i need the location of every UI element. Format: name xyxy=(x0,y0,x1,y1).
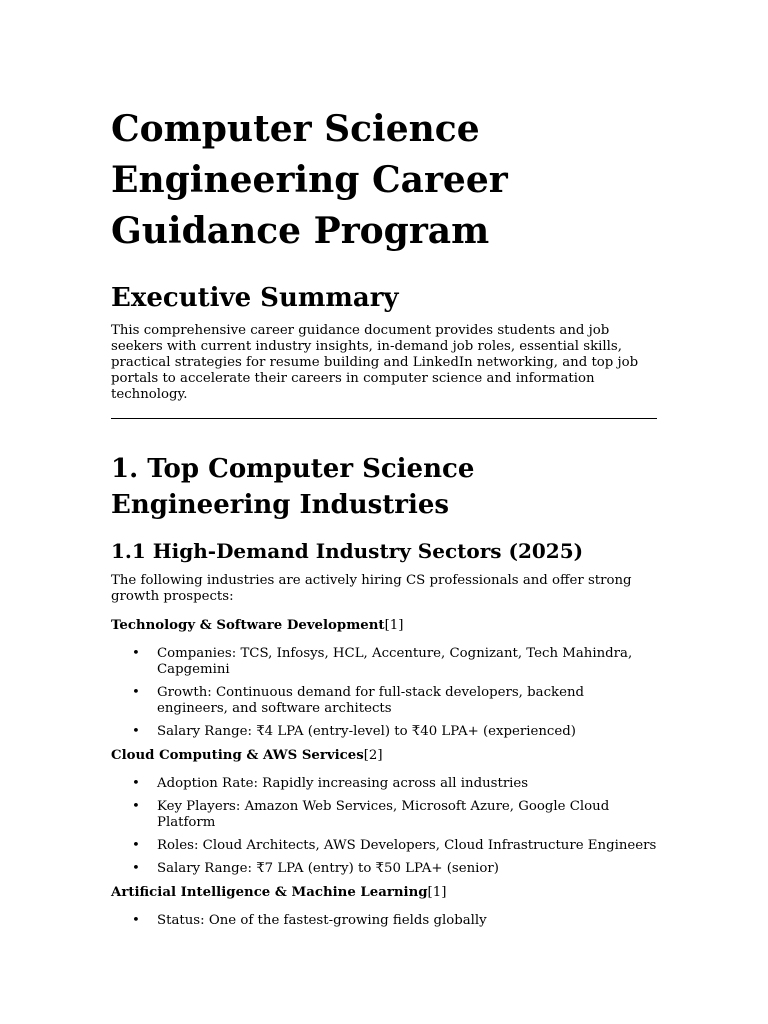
sector-name: Cloud Computing & AWS Services xyxy=(111,748,364,763)
list-item xyxy=(111,685,659,717)
section-1-1-heading: 1.1 High-Demand Industry Sectors (2025) xyxy=(111,539,584,563)
bullet-icon: • xyxy=(132,838,140,853)
list-item xyxy=(111,776,659,792)
bullet-icon: • xyxy=(132,799,140,814)
list-item-text: Key Players: Amazon Web Services, Microsoft Azure, Google Cloud Platform xyxy=(157,799,610,830)
executive-summary-text: This comprehensive career guidance document provides students and job seekers with current industry insights, in-demand job roles, essential skills, practical strategies for resume building and LinkedIn networking, and top job portals to accelerate their careers in computer science and information technology. xyxy=(111,323,639,402)
list-item-text: Adoption Rate: Rapidly increasing across all industries xyxy=(157,776,529,791)
citation-ref[interactable]: [1] xyxy=(384,618,404,633)
section-divider xyxy=(111,418,657,419)
list-item xyxy=(111,913,659,929)
sector-heading xyxy=(111,618,659,634)
citation-ref[interactable]: [2] xyxy=(363,748,383,763)
bullet-icon: • xyxy=(132,776,140,791)
document-title: Computer Science Engineering Career Guidance Program xyxy=(111,108,508,252)
bullet-icon: • xyxy=(132,913,140,928)
list-item-text: Roles: Cloud Architects, AWS Developers, Cloud Infrastructure Engineers xyxy=(157,838,657,853)
list-item-text: Salary Range: ₹7 LPA (entry) to ₹50 LPA+ (senior) xyxy=(157,861,499,876)
sector-name: Technology & Software Development xyxy=(111,618,385,633)
sector-bullet-list xyxy=(111,913,659,929)
sector-heading xyxy=(111,748,659,764)
executive-summary-heading: Executive Summary xyxy=(111,283,399,313)
list-item-text: Growth: Continuous demand for full-stack developers, backend engineers, and software architects xyxy=(157,685,585,716)
list-item-text: Salary Range: ₹4 LPA (entry-level) to ₹40 LPA+ (experienced) xyxy=(157,724,576,739)
bullet-icon: • xyxy=(132,724,140,739)
bullet-icon: • xyxy=(132,646,140,661)
list-item xyxy=(111,799,659,831)
list-item-text: Companies: TCS, Infosys, HCL, Accenture, Cognizant, Tech Mahindra, Capgemini xyxy=(157,646,633,677)
document-content xyxy=(111,104,659,937)
bullet-icon: • xyxy=(132,861,140,876)
sector-name: Artificial Intelligence & Machine Learning xyxy=(111,885,428,900)
list-item-text: Status: One of the fastest-growing fields globally xyxy=(157,913,487,928)
citation-ref[interactable]: [1] xyxy=(427,885,447,900)
list-item xyxy=(111,646,659,678)
bullet-icon: • xyxy=(132,685,140,700)
list-item xyxy=(111,861,659,877)
sector-bullet-list xyxy=(111,646,659,740)
list-item xyxy=(111,724,659,740)
sector-heading xyxy=(111,885,659,901)
section-1-heading: 1. Top Computer Science Engineering Industries xyxy=(111,454,475,520)
section-1-1-intro: The following industries are actively hiring CS professionals and offer strong growth prospects: xyxy=(111,573,632,604)
list-item xyxy=(111,838,659,854)
sector-bullet-list xyxy=(111,776,659,877)
